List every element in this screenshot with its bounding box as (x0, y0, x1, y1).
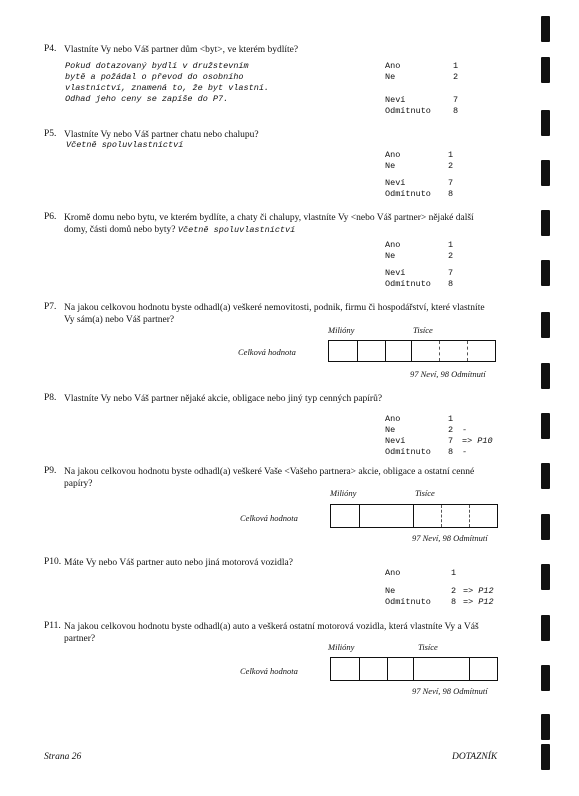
value-label: Celková hodnota (240, 513, 298, 523)
answer-code: 8 (448, 447, 454, 457)
answer-code: 1 (448, 240, 454, 250)
question-text: Vlastníte Vy nebo Váš partner nějaké akcie, obligace nebo jiný typ cenných papírů? (64, 394, 383, 404)
value-entry-box[interactable] (330, 504, 498, 528)
question-number: P11. (44, 621, 61, 631)
question-number: P7. (44, 302, 57, 312)
question-number: P5. (44, 129, 57, 139)
question-number: P4. (44, 44, 57, 54)
answer-code: 8 (448, 189, 454, 199)
answer-yes[interactable]: Ano (385, 150, 401, 160)
answer-code: 2 (448, 425, 454, 435)
answer-dont-know[interactable]: Neví (385, 268, 406, 278)
answer-code: 7 (448, 178, 454, 188)
column-thousands: Tisíce (415, 488, 435, 498)
skip-instruction: - (462, 447, 468, 457)
answer-code: 2 (448, 161, 454, 171)
answer-code: 7 (448, 436, 454, 446)
answer-no[interactable]: Ne (385, 425, 396, 435)
question-text: Na jakou celkovou hodnotu byste odhadl(a) veškeré nemovitosti, podnik, firmu či hospodářství, které vlastníte Vy sám(a) nebo Váš partner? (64, 303, 485, 325)
footer-title: DOTAZNÍK (452, 752, 498, 762)
answer-code: 8 (453, 106, 459, 116)
answer-code: 2 (448, 251, 454, 261)
answer-dont-know[interactable]: Neví (385, 436, 406, 446)
answer-refused[interactable]: Odmítnuto (385, 106, 431, 116)
column-thousands: Tisíce (418, 642, 438, 652)
interviewer-note: Včetně spoluvlastnictví (66, 140, 184, 150)
answer-refused[interactable]: Odmítnuto (385, 189, 431, 199)
answer-no[interactable]: Ne (385, 251, 396, 261)
dk-refused-codes: 97 Neví, 98 Odmítnutí (412, 533, 488, 543)
answer-dont-know[interactable]: Neví (385, 178, 406, 188)
skip-instruction: - (462, 425, 468, 435)
answer-yes[interactable]: Ano (385, 61, 401, 71)
answer-code: 2 (451, 586, 457, 596)
question-text: Máte Vy nebo Váš partner auto nebo jiná motorová vozidla? (64, 558, 293, 568)
question-text: Na jakou celkovou hodnotu byste odhadl(a) auto a veškerá ostatní motorová vozidla, která vlastníte Vy a Váš partner? (64, 622, 479, 644)
column-millions: Milióny (328, 325, 355, 335)
question-text: Vlastníte Vy nebo Váš partner chatu nebo chalupu? (64, 130, 259, 140)
answer-code: 1 (451, 568, 457, 578)
skip-instruction: => P12 (463, 597, 494, 607)
interviewer-note: Pokud dotazovaný bydlí v družstevním bytě a požádal o převod do osobního vlastnictví, znamená to, že byt vlastní. Odhad jeho ceny se zapíše do P7. (65, 61, 270, 104)
column-millions: Milióny (328, 642, 355, 652)
question-text: Na jakou celkovou hodnotu byste odhadl(a) veškeré Vaše <Vašeho partnera> akcie, obligace a ostatní cenné papíry? (64, 467, 475, 489)
question-number: P6. (44, 212, 57, 222)
answer-code: 7 (453, 95, 459, 105)
answer-code: 8 (451, 597, 457, 607)
value-entry-box[interactable] (330, 657, 498, 681)
page-number: Strana 26 (44, 752, 82, 762)
answer-refused[interactable]: Odmítnuto (385, 597, 431, 607)
value-entry-box[interactable] (328, 340, 496, 362)
value-label: Celková hodnota (240, 666, 298, 676)
answer-code: 8 (448, 279, 454, 289)
question-text: Vlastníte Vy nebo Váš partner dům <byt>, ve kterém bydlíte? (64, 45, 299, 55)
value-label: Celková hodnota (238, 347, 296, 357)
column-millions: Milióny (330, 488, 357, 498)
answer-no[interactable]: Ne (385, 161, 396, 171)
dk-refused-codes: 97 Neví, 98 Odmítnutí (412, 686, 488, 696)
interviewer-note: Včetně spoluvlastnictví (177, 225, 296, 235)
question-number: P10. (44, 557, 62, 567)
answer-code: 1 (448, 150, 454, 160)
answer-yes[interactable]: Ano (385, 240, 401, 250)
answer-refused[interactable]: Odmítnuto (385, 447, 431, 457)
question-number: P8. (44, 393, 57, 403)
answer-refused[interactable]: Odmítnuto (385, 279, 431, 289)
answer-code: 7 (448, 268, 454, 278)
question-number: P9. (44, 466, 57, 476)
dk-refused-codes: 97 Neví, 98 Odmítnutí (410, 369, 486, 379)
answer-code: 1 (453, 61, 459, 71)
answer-no[interactable]: Ne (385, 586, 396, 596)
question-text: Kromě domu nebo bytu, ve kterém bydlíte, a chaty či chalupy, vlastníte Vy <nebo Váš partner> nějaké další domy, části domů nebo byty? Včetně spoluvlastnictví (64, 213, 474, 235)
answer-code: 1 (448, 414, 454, 424)
column-thousands: Tisíce (413, 325, 433, 335)
answer-no[interactable]: Ne (385, 72, 396, 82)
answer-code: 2 (453, 72, 459, 82)
answer-yes[interactable]: Ano (385, 414, 401, 424)
skip-instruction: => P12 (463, 586, 494, 596)
skip-instruction: => P10 (462, 436, 493, 446)
answer-yes[interactable]: Ano (385, 568, 401, 578)
answer-dont-know[interactable]: Neví (385, 95, 406, 105)
